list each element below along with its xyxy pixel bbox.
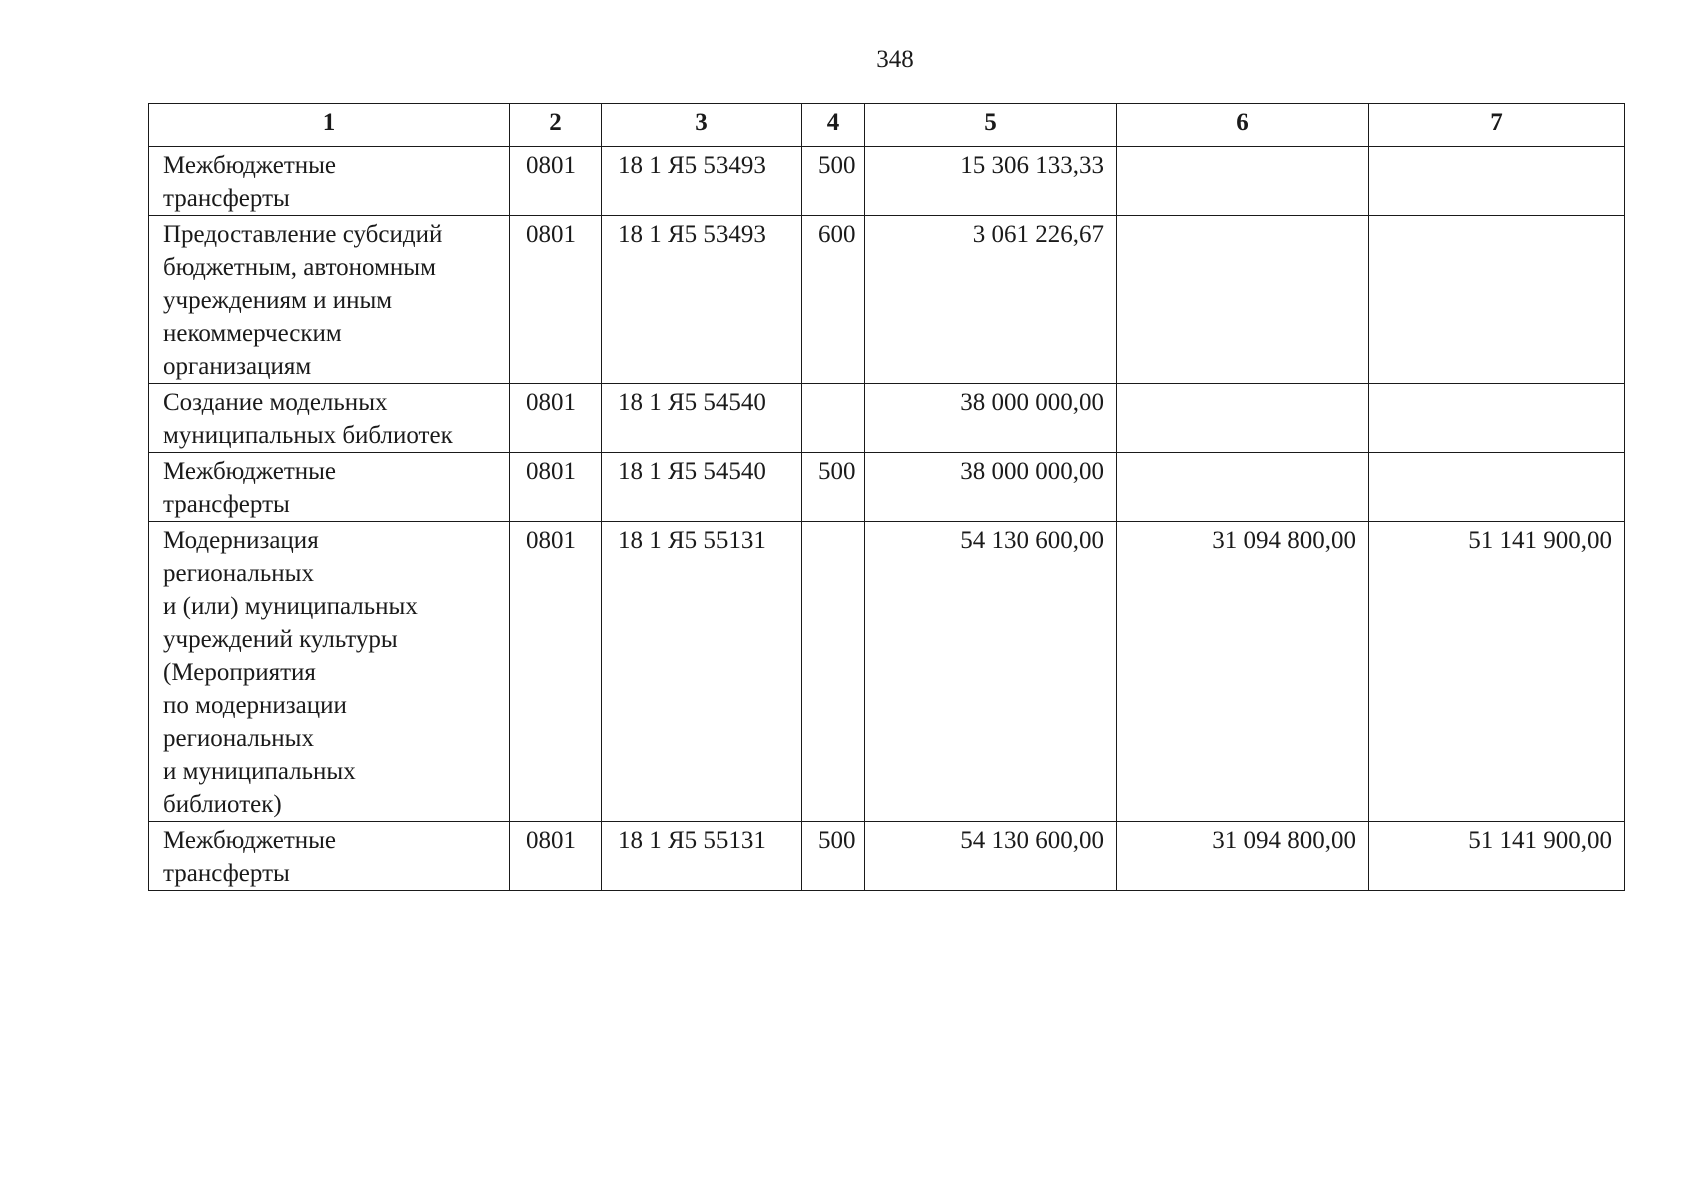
cell-target-item: 18 1 Я5 54540 (602, 453, 802, 522)
cell-name: Межбюджетные трансферты (149, 453, 510, 522)
cell-target-item: 18 1 Я5 55131 (602, 522, 802, 822)
cell-section: 0801 (510, 147, 602, 216)
column-header-2: 2 (510, 104, 602, 147)
cell-amount-1: 38 000 000,00 (865, 453, 1117, 522)
table-row (149, 822, 1625, 891)
cell-amount-3: 51 141 900,00 (1369, 522, 1625, 822)
cell-amount-3: 51 141 900,00 (1369, 822, 1625, 891)
cell-amount-1: 15 306 133,33 (865, 147, 1117, 216)
cell-amount-2 (1117, 453, 1369, 522)
column-header-1: 1 (149, 104, 510, 147)
cell-section: 0801 (510, 822, 602, 891)
cell-expense-type: 500 (802, 453, 865, 522)
column-header-5: 5 (865, 104, 1117, 147)
column-header-6: 6 (1117, 104, 1369, 147)
budget-table (148, 103, 1625, 891)
cell-target-item: 18 1 Я5 55131 (602, 822, 802, 891)
cell-expense-type: 500 (802, 822, 865, 891)
cell-amount-1: 3 061 226,67 (865, 216, 1117, 384)
table-row (149, 147, 1625, 216)
table-row (149, 216, 1625, 384)
cell-name: Межбюджетные трансферты (149, 147, 510, 216)
cell-expense-type (802, 384, 865, 453)
cell-amount-2 (1117, 384, 1369, 453)
cell-amount-2 (1117, 216, 1369, 384)
cell-name: Модернизация региональных и (или) муниципальных учреждений культуры (Мероприятия по модернизации региональных и муниципальных библиотек) (149, 522, 510, 822)
cell-expense-type: 600 (802, 216, 865, 384)
column-header-3: 3 (602, 104, 802, 147)
cell-section: 0801 (510, 453, 602, 522)
table-row (149, 522, 1625, 822)
cell-amount-2: 31 094 800,00 (1117, 522, 1369, 822)
cell-amount-2: 31 094 800,00 (1117, 822, 1369, 891)
cell-target-item: 18 1 Я5 54540 (602, 384, 802, 453)
cell-amount-3 (1369, 147, 1625, 216)
cell-section: 0801 (510, 522, 602, 822)
table-row (149, 453, 1625, 522)
cell-amount-1: 54 130 600,00 (865, 522, 1117, 822)
cell-expense-type: 500 (802, 147, 865, 216)
cell-target-item: 18 1 Я5 53493 (602, 216, 802, 384)
cell-amount-2 (1117, 147, 1369, 216)
cell-target-item: 18 1 Я5 53493 (602, 147, 802, 216)
cell-expense-type (802, 522, 865, 822)
cell-amount-1: 38 000 000,00 (865, 384, 1117, 453)
page-number: 348 (876, 46, 914, 73)
cell-section: 0801 (510, 216, 602, 384)
cell-name: Создание модельных муниципальных библиотек (149, 384, 510, 453)
table-header-row (149, 104, 1625, 147)
cell-name: Межбюджетные трансферты (149, 822, 510, 891)
table-row (149, 384, 1625, 453)
cell-amount-3 (1369, 384, 1625, 453)
cell-amount-1: 54 130 600,00 (865, 822, 1117, 891)
cell-section: 0801 (510, 384, 602, 453)
cell-amount-3 (1369, 453, 1625, 522)
column-header-7: 7 (1369, 104, 1625, 147)
column-header-4: 4 (802, 104, 865, 147)
cell-amount-3 (1369, 216, 1625, 384)
cell-name: Предоставление субсидий бюджетным, автономным учреждениям и иным некоммерческим организациям (149, 216, 510, 384)
